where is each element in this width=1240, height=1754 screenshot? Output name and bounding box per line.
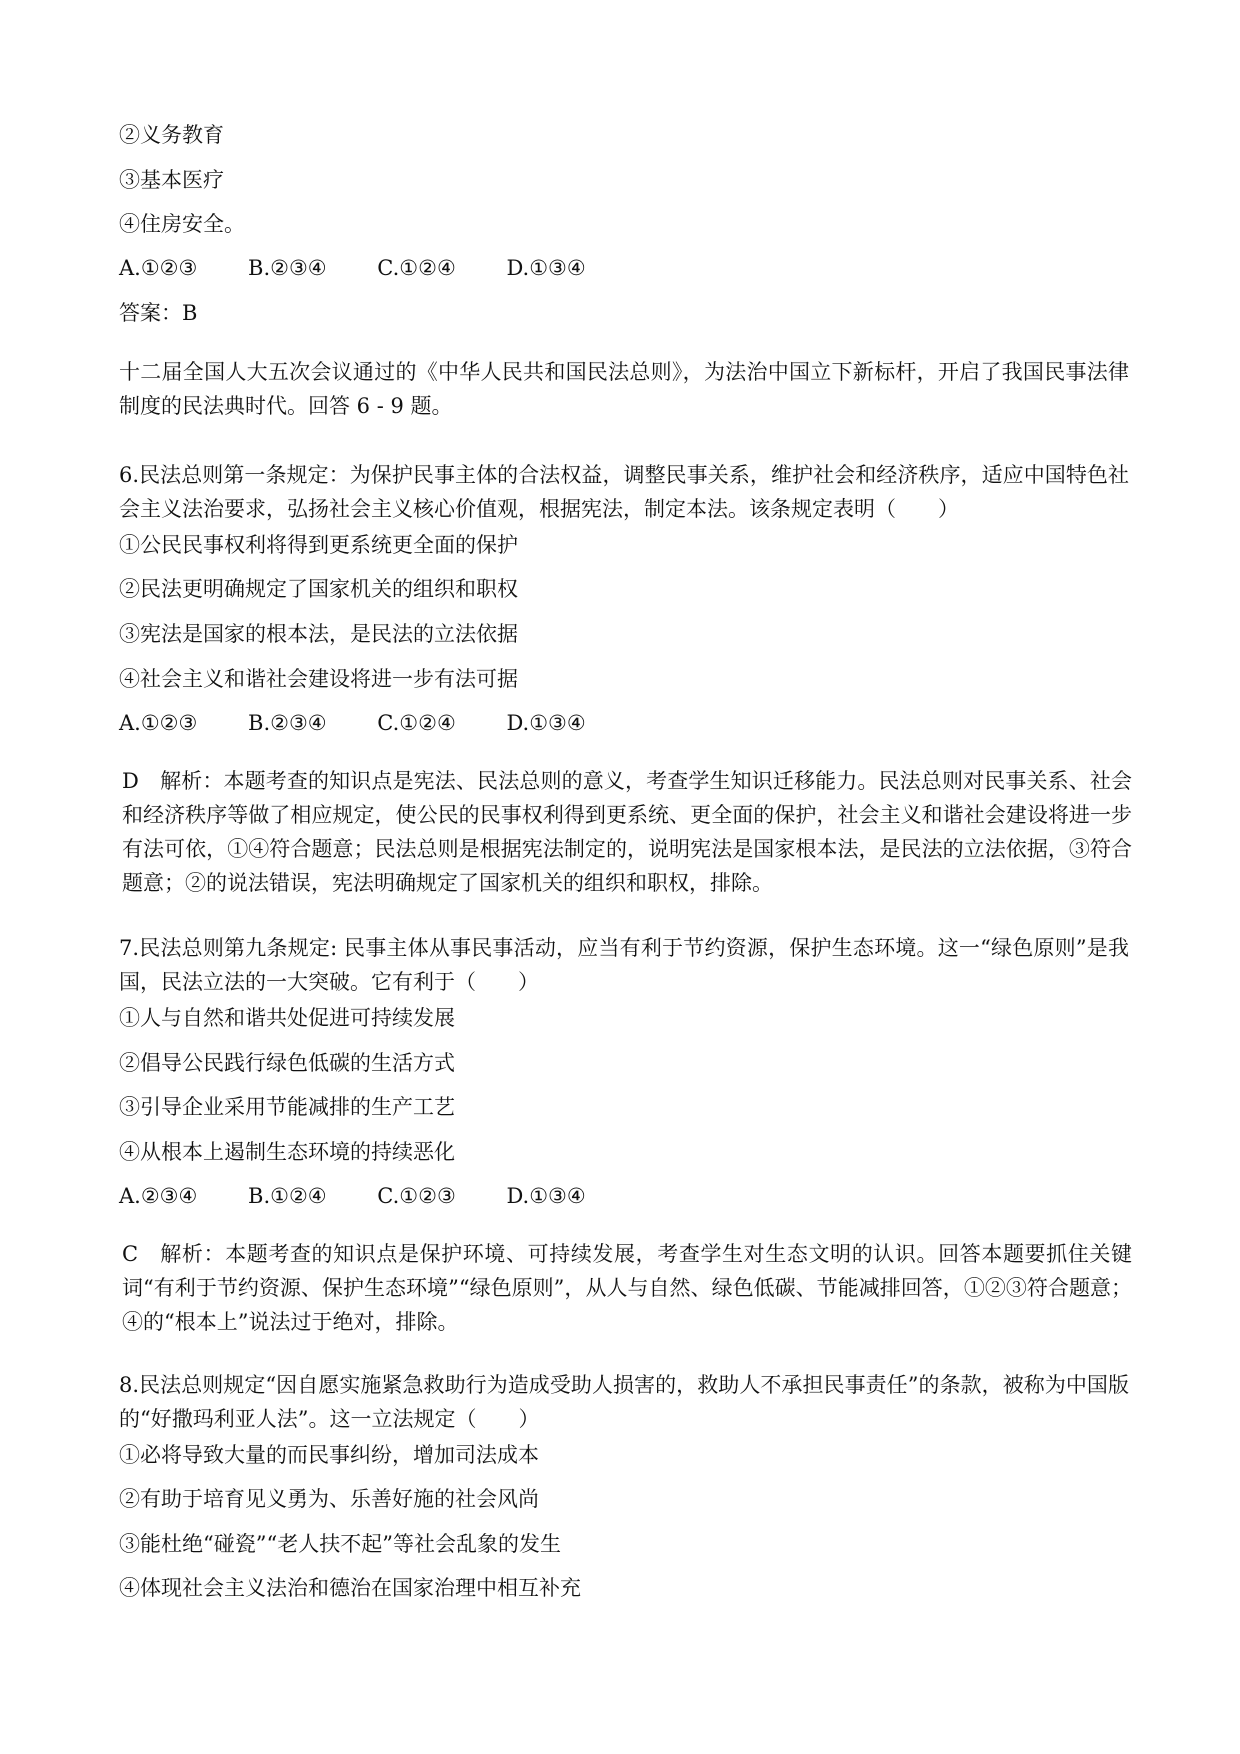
q7-item-1: ①人与自然和谐共处促进可持续发展 (119, 1006, 455, 1030)
q7-options (119, 1179, 586, 1213)
q8-stem: 8.民法总则规定“因自愿实施紧急救助行为造成受助人损害的，救助人不承担民事责任”的条款，被称为中国版的“好撒玛利亚人法”。这一立法规定（ ） (119, 1373, 1129, 1431)
q7-option-b: B.①②④ (248, 1184, 327, 1208)
q8-item-1: ①必将导致大量的而民事纠纷，增加司法成本 (119, 1443, 539, 1467)
q6-item-3: ③宪法是国家的根本法，是民法的立法依据 (119, 622, 518, 646)
q5-option-d: D.①③④ (506, 256, 586, 280)
q6-item-4: ④社会主义和谐社会建设将进一步有法可据 (119, 667, 518, 691)
q5-options (119, 251, 586, 285)
q8-item-2: ②有助于培育见义勇为、乐善好施的社会风尚 (119, 1487, 539, 1511)
q7-item-3: ③引导企业采用节能减排的生产工艺 (119, 1095, 455, 1119)
q5-option-c: C.①②④ (377, 256, 456, 280)
q6-options (119, 706, 586, 740)
q7-item-2: ②倡导公民践行绿色低碳的生活方式 (119, 1051, 455, 1075)
q5-answer: 答案：B (119, 301, 198, 325)
q6-stem: 6.民法总则第一条规定：为保护民事主体的合法权益，调整民事关系，维护社会和经济秩序，适应中国特色社会主义法治要求，弘扬社会主义核心价值观，根据宪法，制定本法。该条规定表明（ ） (119, 463, 1129, 521)
q5-item-4: ④住房安全。 (119, 212, 245, 236)
q6-option-d: D.①③④ (506, 711, 586, 735)
q6-option-c: C.①②④ (377, 711, 456, 735)
q7-stem: 7.民法总则第九条规定: 民事主体从事民事活动，应当有利于节约资源，保护生态环境。这一“绿色原则”是我国，民法立法的一大突破。它有利于（ ） (119, 936, 1129, 994)
q8-item-4: ④体现社会主义法治和德治在国家治理中相互补充 (119, 1576, 581, 1600)
q6-option-a: A.①②③ (119, 711, 198, 735)
q6-item-1: ①公民民事权利将得到更系统更全面的保护 (119, 533, 518, 557)
section-intro: 十二届全国人大五次会议通过的《中华人民共和国民法总则》，为法治中国立下新标杆，开启了我国民事法律制度的民法典时代。回答 6 - 9 题。 (119, 360, 1129, 418)
q8-item-3: ③能杜绝“碰瓷”“老人扶不起”等社会乱象的发生 (119, 1532, 561, 1556)
q5-item-3: ③基本医疗 (119, 168, 224, 192)
q7-option-d: D.①③④ (506, 1184, 586, 1208)
q6-explanation: D 解析：本题考查的知识点是宪法、民法总则的意义，考查学生知识迁移能力。民法总则对民事关系、社会和经济秩序等做了相应规定，使公民的民事权利得到更系统、更全面的保护，社会主义和谐社会建设将进一步有法可依，①④符合题意；民法总则是根据宪法制定的，说明宪法是国家根本法，是民法的立法依据，③符合题意；②的说法错误，宪法明确规定了国家机关的组织和职权，排除。 (122, 769, 1132, 895)
q5-item-2: ②义务教育 (119, 123, 224, 147)
q6-option-b: B.②③④ (248, 711, 327, 735)
q5-option-b: B.②③④ (248, 256, 327, 280)
q7-explanation: C 解析：本题考查的知识点是保护环境、可持续发展，考查学生对生态文明的认识。回答本题要抓住关键词“有利于节约资源、保护生态环境”“绿色原则”，从人与自然、绿色低碳、节能减排回答，①②③符合题意；④的“根本上”说法过于绝对，排除。 (122, 1242, 1132, 1334)
q6-item-2: ②民法更明确规定了国家机关的组织和职权 (119, 577, 518, 601)
q5-option-a: A.①②③ (119, 256, 198, 280)
q7-option-c: C.①②③ (377, 1184, 456, 1208)
q7-item-4: ④从根本上遏制生态环境的持续恶化 (119, 1140, 455, 1164)
q7-option-a: A.②③④ (119, 1184, 198, 1208)
